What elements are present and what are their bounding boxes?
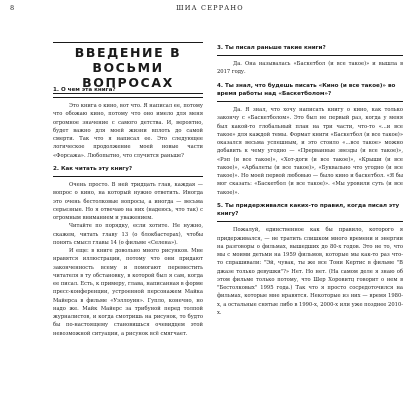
question-1: 1. О чем эта книга? bbox=[53, 87, 116, 93]
answer-1-paragraph: Это книга о кино, вот что. Я написал ее, потому что обожаю кино, потому что оно имело для меня огромное значение с самого детства. И, вероятно, будет важно для моей жизни вплоть до самой смерти. Так что я написал ее. Это следующее логическое продолжение моей новые части «Форсажа». Любопытно, что случится раньше? bbox=[53, 103, 203, 159]
question-rule bbox=[217, 101, 403, 102]
left-column bbox=[53, 86, 203, 338]
running-head: ШИА СЕРРАНО bbox=[176, 4, 244, 12]
question-rule bbox=[53, 176, 203, 177]
page-number: 8 bbox=[10, 4, 15, 12]
right-column bbox=[217, 44, 403, 317]
answer-3-paragraph: Да. Она называлась «Баскетбол (и все такое)» и вышла в 2017 году. bbox=[217, 61, 403, 76]
answer-4-paragraph: Да. Я знал, что хочу написать книгу о кино, как только закончу с «Баскетболом». Это был не первый раз, когда у меня был какой-то глобальный план на три части, что-то «...и все такое» для каждой темы. Формат книги «Баскетбол (и все такое)» оказался весьма успешным, и это стоило «...все такое» можно добавить к чему угодно — «Прерванные звезды (и все такое)», «Рэп (и все такое)», «Хот-доги (и все такое)», «Крыши (и все такое)», «Арбалеты (и все такое)», «Буквально что угодно (и все такое)». Но моей первой любовью — было кино и баскетбол. «Я бы мог сказать: «Баскетбол (и все такое)». «Мы уровили суть (и все такое)». bbox=[217, 107, 403, 196]
chapter-title-line-1: ВВЕДЕНИЕ В ВОСЬМИ bbox=[74, 45, 182, 75]
question-rule bbox=[53, 97, 203, 98]
answer-2-paragraph-3: И еще: в книге довольно много рисунков. Мне нравятся иллюстрации, потому что они придают законченность всему и помогают переместить читателя в ту обстановку, в которой был я сам, когда ее писал. Есть, к примеру, глава, написанная в форме пресс-конференции, устроенной персонажем Майка Майерса в фильме «Уэллоуин». Гупло, конечно, но надо же. Майк Майерс за трибуной перед толпой журналистов, и когда смотришь на рисунок, то будто бы по-настоящему становишься очевидцем этой невозможной ситуации, а рисунок всё смягчает. bbox=[53, 248, 203, 337]
answer-2-paragraph-1: Очень просто. В ней тридцать глав, каждая — вопрос о кино, на который нужно ответить. Иногда это очень бестолковые вопросы, а иногда — весьма серьезные. Но я отвечаю на них (надеюсь, что так) с огромным вниманием и уважением. bbox=[53, 182, 203, 222]
question-4: 4. Ты знал, что будешь писать «Кино (и все такое)» во время работы над «Баскетболом»? bbox=[217, 82, 396, 97]
page-header bbox=[10, 4, 410, 14]
chapter-title-line-2: ВОПРОСАХ bbox=[82, 75, 174, 90]
answer-2-paragraph-2: Читайте по порядку, если хотите. Не нужно, скажем, читать главу 13 (о блокбастерах), чтобы понять смысл главы 14 (о фильме «Селена»). bbox=[53, 223, 203, 246]
question-2: 2. Как читать эту книгу? bbox=[53, 165, 133, 172]
question-rule bbox=[217, 55, 403, 56]
question-3: 3. Ты писал раньше такие книги? bbox=[217, 45, 326, 51]
question-rule bbox=[217, 221, 403, 222]
question-5: 5. Ты придерживался каких-то правил, когда писал эту книгу? bbox=[217, 202, 400, 218]
answer-5-paragraph: Пожалуй, единственное как бы правило, которого я придерживался, — не тратить слишком много времени и энергии на разговоры о фильмах, вышедших до 80-х годов. Это не то, что мы с моими детьми на 1959 фильмов, которые мы как-то раз что-то спрашивали: "Эй, чувак, ты же все Тони Кертис в фильме "В джазе только девушки"?» Нет. Но нет. (На самом деле я знаю об этом фильме только потому, что Шер Хоровитц говорит о нем в "Бестолковых" 1995 года.) Так что я просто сосредоточился на фильмах, которые мне нравятся. Некоторые из них — время 1980-х, а остальные снятые либо в 1990-х, 2000-х или уже позднее 2010-х. bbox=[217, 227, 403, 316]
